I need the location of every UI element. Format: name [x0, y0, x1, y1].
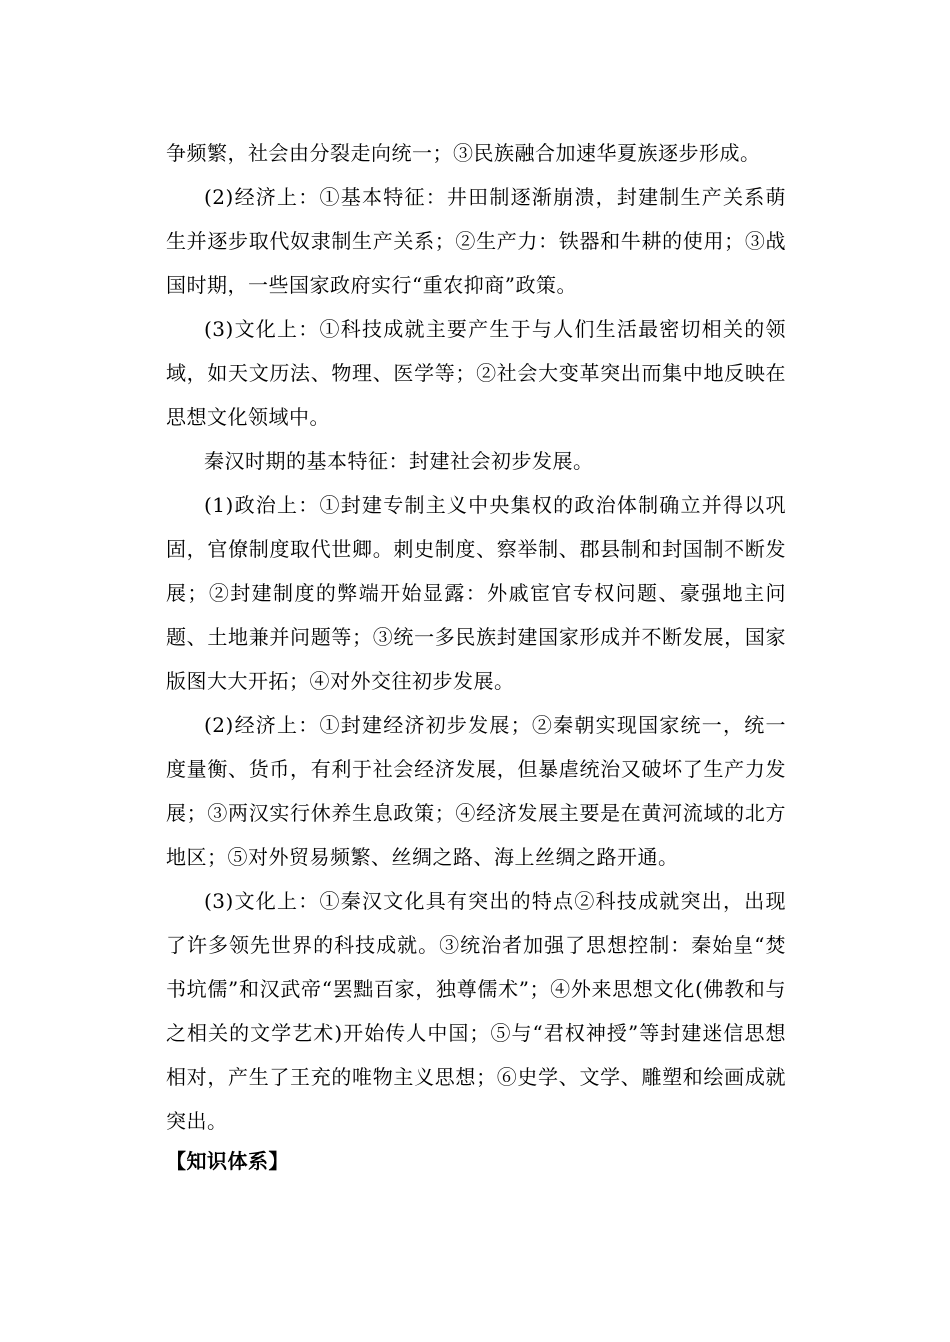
section-heading: 【知识体系】 — [166, 1149, 289, 1173]
paragraph-qin-han-overview: 秦汉时期的基本特征：封建社会初步发展。 — [204, 449, 594, 473]
paragraph-continuation: 争频繁，社会由分裂走向统一；③民族融合加速华夏族逐步形成。 — [166, 141, 761, 165]
paragraph-qin-han-economy: (2)经济上：①封建经济初步发展；②秦朝实现国家统一，统一度量衡、货币，有利于社会经济发展，但暴虐统治又破坏了生产力发展；③两汉实行休养生息政策；④经济发展主要是在黄河流域的北方地区；⑤对外贸易频繁、丝绸之路、海上丝绸之路开通。 — [166, 713, 786, 869]
paragraph-warring-states-economy: (2)经济上：①基本特征：井田制逐渐崩溃，封建制生产关系萌生并逐步取代奴隶制生产关系；②生产力：铁器和牛耕的使用；③战国时期，一些国家政府实行“重农抑商”政策。 — [166, 185, 786, 297]
paragraph-qin-han-culture: (3)文化上：①秦汉文化具有突出的特点②科技成就突出，出现了许多领先世界的科技成就。③统治者加强了思想控制：秦始皇“焚书坑儒”和汉武帝“罢黜百家，独尊儒术”；④外来思想文化(佛教和与之相关的文学艺术)开始传人中国；⑤与“君权神授”等封建迷信思想相对，产生了王充的唯物主义思想；⑥史学、文学、雕塑和绘画成就突出。 — [166, 889, 786, 1133]
paragraph-qin-han-politics: (1)政治上：①封建专制主义中央集权的政治体制确立并得以巩固，官僚制度取代世卿。刺史制度、察举制、郡县制和封国制不断发展；②封建制度的弊端开始显露：外戚宦官专权问题、豪强地主问题、土地兼并问题等；③统一多民族封建国家形成并不断发展，国家版图大大开拓；④对外交往初步发展。 — [166, 493, 786, 693]
paragraph-warring-states-culture: (3)文化上：①科技成就主要产生于与人们生活最密切相关的领域，如天文历法、物理、医学等；②社会大变革突出而集中地反映在思想文化领域中。 — [166, 317, 786, 429]
